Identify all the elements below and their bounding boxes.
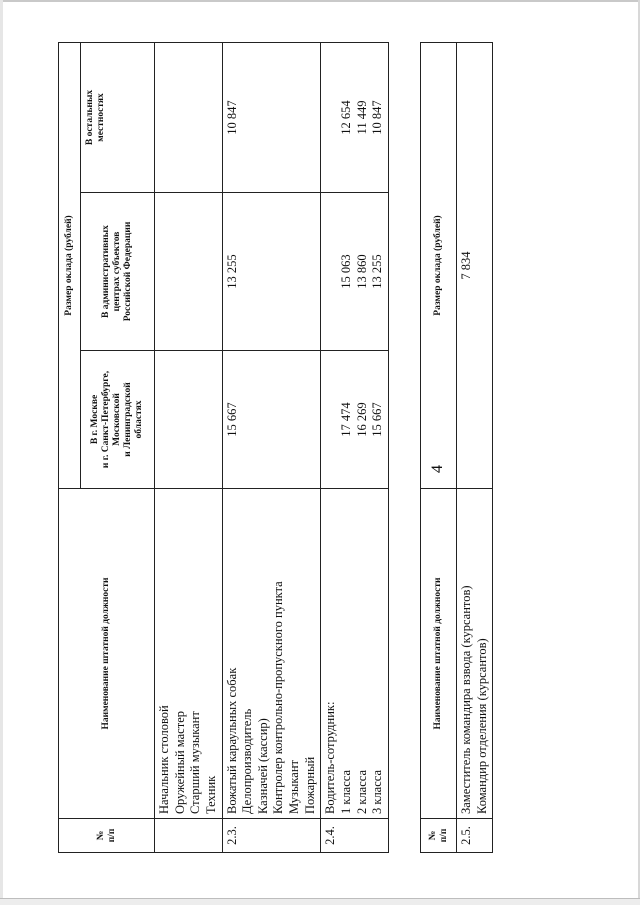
salary-other xyxy=(321,42,389,192)
page-number: 4 xyxy=(429,465,446,473)
subheader-other xyxy=(81,42,155,192)
header-salary: Размер оклада (рублей) xyxy=(59,42,81,488)
position-name: Водитель-сотрудник: xyxy=(323,701,338,814)
salary-value xyxy=(323,355,339,484)
salary-value: 16 269 xyxy=(354,402,369,437)
position-name: 2 класса xyxy=(354,769,369,814)
position-name: Техник xyxy=(203,775,218,814)
salary-value xyxy=(323,47,339,188)
rotated-page-content xyxy=(58,43,489,853)
table-row xyxy=(321,42,389,852)
header-num-text: № п/п xyxy=(427,828,449,843)
salary-moscow xyxy=(155,351,223,489)
salary-moscow xyxy=(222,351,321,489)
position-name: Командир отделения (курсантов) xyxy=(474,638,489,814)
row-positions xyxy=(457,489,493,819)
row-positions xyxy=(222,489,321,819)
table-row xyxy=(155,42,223,852)
subheader-moscow-text: В г. Москве и г. Санкт-Петербурге, Московской и Ленинградской областях xyxy=(90,370,144,469)
salary-admin xyxy=(222,193,321,351)
position-name: Старший музыкант xyxy=(188,711,203,814)
salary-value: 15 667 xyxy=(224,402,239,437)
table-row xyxy=(222,42,321,852)
salary-table-main xyxy=(58,42,389,853)
salary-admin xyxy=(155,193,223,351)
position-name: 1 класса xyxy=(338,769,353,814)
position-name: Заместитель командира взвода (курсантов) xyxy=(459,585,473,814)
salary-value: 10 847 xyxy=(224,100,239,135)
scan-edge-bottom xyxy=(0,898,640,905)
salary-moscow xyxy=(321,351,389,489)
salary-value: 10 847 xyxy=(370,100,385,135)
position-name: Пожарный xyxy=(302,756,317,814)
salary-other xyxy=(222,42,321,192)
salary-value: 13 860 xyxy=(354,254,369,289)
row-num: 2.5. xyxy=(457,819,493,853)
row-positions xyxy=(321,489,389,819)
row-num: 2.3. xyxy=(222,819,321,853)
salary-value: 11 449 xyxy=(354,100,369,135)
salary-value: 13 255 xyxy=(224,254,239,289)
position-name: 3 класса xyxy=(370,769,385,814)
header-num xyxy=(421,819,457,853)
row-num: 2.4. xyxy=(321,819,389,853)
salary-table-secondary xyxy=(420,42,493,853)
header-salary: Размер оклада (рублей) xyxy=(421,43,457,489)
row-positions xyxy=(155,489,223,819)
subheader-admin-centers-text: В административных центрах субъектов Российской Федерации xyxy=(101,221,133,322)
header-num xyxy=(59,819,155,853)
subheader-other-text: В остальных местностях xyxy=(85,89,106,146)
header-num-text: № п/п xyxy=(95,828,117,843)
salary-admin xyxy=(321,193,389,351)
scan-edge-top xyxy=(0,0,640,2)
position-name: Казначей (кассир) xyxy=(255,718,270,814)
salary-value: 15 063 xyxy=(338,254,353,289)
header-position: Наименование штатной должности xyxy=(421,489,457,819)
salary-value: 13 255 xyxy=(370,254,385,289)
salary-value: 17 474 xyxy=(338,402,353,437)
salary-value: 12 654 xyxy=(338,100,353,135)
position-name: Делопроизводитель xyxy=(240,708,255,814)
header-position: Наименование штатной должности xyxy=(59,489,155,819)
salary-other xyxy=(155,42,223,192)
subheader-admin-centers xyxy=(81,193,155,351)
scan-edge-left xyxy=(0,0,3,905)
position-name: Вожатый караульных собак xyxy=(224,667,239,814)
table-row xyxy=(457,43,493,853)
salary-value xyxy=(323,197,339,346)
position-name: Начальник столовой xyxy=(157,705,171,814)
subheader-moscow xyxy=(81,351,155,489)
row-num xyxy=(155,819,223,853)
position-name: Музыкант xyxy=(287,760,301,814)
position-name: Оружейный мастер xyxy=(172,711,187,814)
salary-value: 15 667 xyxy=(370,402,385,437)
position-name: Контролер контрольно-пропускного пункта xyxy=(271,581,286,814)
salary-value: 7 834 xyxy=(457,43,493,489)
